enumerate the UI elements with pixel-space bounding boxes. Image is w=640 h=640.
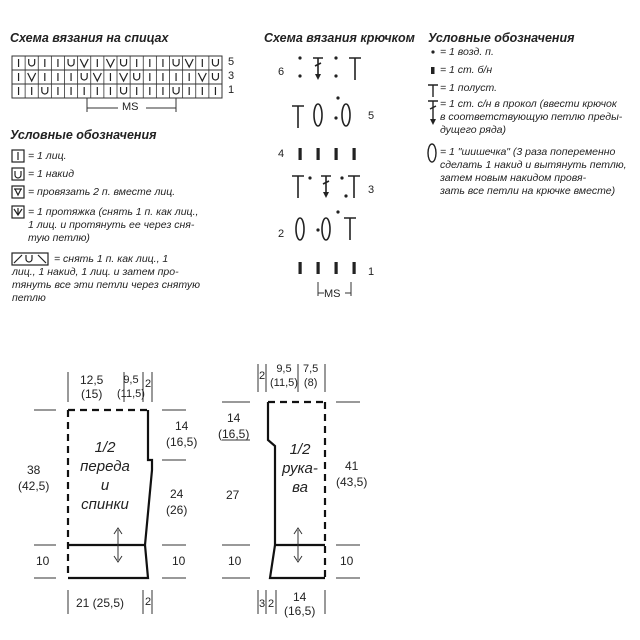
sleeve-top-mid-dim: 9,5 (11,5): [270, 363, 298, 389]
knit-row-5: 5: [228, 56, 235, 68]
knit-legend-k2tog: = провязать 2 п. вместе лиц.: [28, 186, 176, 198]
knit-row-1: 1: [228, 84, 235, 96]
crochet-row-6: 6: [278, 66, 285, 78]
crochet-row-4: 4: [278, 148, 285, 160]
body-left-total-dim: 38 (42,5): [18, 463, 50, 493]
crochet-row-3: 3: [368, 184, 375, 196]
crochet-legend-spike: = 1 ст. с/н в прокол (ввести крючок в соответствующую петлю преды- дущего ряда): [440, 98, 623, 136]
sleeve-bottom-left-dim: 3: [259, 598, 266, 610]
crochet-legend-bobble: = 1 "шишечка" (3 раза попеременно сделать 1 накид и вытянуть петлю, затем новым накидом провя- зать все петли на крючке вместе): [440, 146, 627, 197]
sleeve-top-left-dim: 2: [259, 370, 266, 382]
knit-row-3: 3: [228, 70, 235, 82]
crochet-ms-label: MS: [324, 288, 341, 300]
sleeve-top-right-dim: 7,5 (8): [303, 363, 319, 389]
sleeve-left-bottom-dim: 10: [228, 554, 242, 568]
crochet-legend-title: Условные обозначения: [428, 31, 575, 45]
crochet-legend-chain: = 1 возд. п.: [440, 46, 494, 58]
knit-legend-title: Условные обозначения: [10, 128, 157, 142]
body-right-mid-dim: 24 (26): [166, 487, 188, 517]
knit-ms-label: MS: [122, 101, 139, 113]
crochet-row-1: 1: [368, 266, 375, 278]
knit-chart-title: Схема вязания на спицах: [10, 31, 169, 45]
body-top-right-dim: 2: [145, 378, 152, 390]
body-bottom-dim: 21 (25,5): [76, 596, 125, 610]
crochet-row-2: 2: [278, 228, 285, 240]
body-piece-label: 1/2 переда и спинки: [80, 439, 130, 513]
crochet-legend-hdc: = 1 полуст.: [440, 82, 498, 94]
knit-legend-knit: = 1 лиц.: [28, 150, 67, 162]
body-bottom-right-dim: 2: [145, 596, 152, 608]
crochet-chart-title: Схема вязания крючком: [264, 31, 415, 45]
body-right-bottom-dim: 10: [172, 554, 186, 568]
sleeve-right-total-dim: 41 (43,5): [336, 459, 368, 489]
crochet-row-5: 5: [368, 110, 375, 122]
sleeve-left-upper-dim: 14 (16,5): [218, 411, 250, 441]
sleeve-right-bottom-dim: 10: [340, 554, 354, 568]
body-top-left-dim: 12,5 (15): [80, 373, 104, 401]
sleeve-left-mid-dim: 27: [226, 488, 240, 502]
knit-legend-psso: = снять 1 п. как лиц., 1 лиц., 1 накид, 1 лиц. и затем про- тянуть все эти петли через снятую петлю: [12, 253, 201, 304]
sleeve-bottom-dim: 14 (16,5): [284, 590, 316, 618]
body-left-bottom-dim: 10: [36, 554, 50, 568]
crochet-legend-sc: = 1 ст. б/н: [440, 64, 493, 76]
knit-legend-ssk: = 1 протяжка (снять 1 п. как лиц., 1 лиц. и протянуть ее через сня- тую петлю): [28, 206, 199, 244]
sleeve-piece-label: 1/2 рука- ва: [282, 441, 318, 496]
knit-legend-yarn-over: = 1 накид: [28, 168, 75, 180]
body-top-mid-dim: 9,5 (11,5): [117, 374, 145, 400]
sleeve-bottom-mid-dim: 2: [268, 598, 275, 610]
body-right-upper-dim: 14 (16,5): [166, 419, 198, 449]
